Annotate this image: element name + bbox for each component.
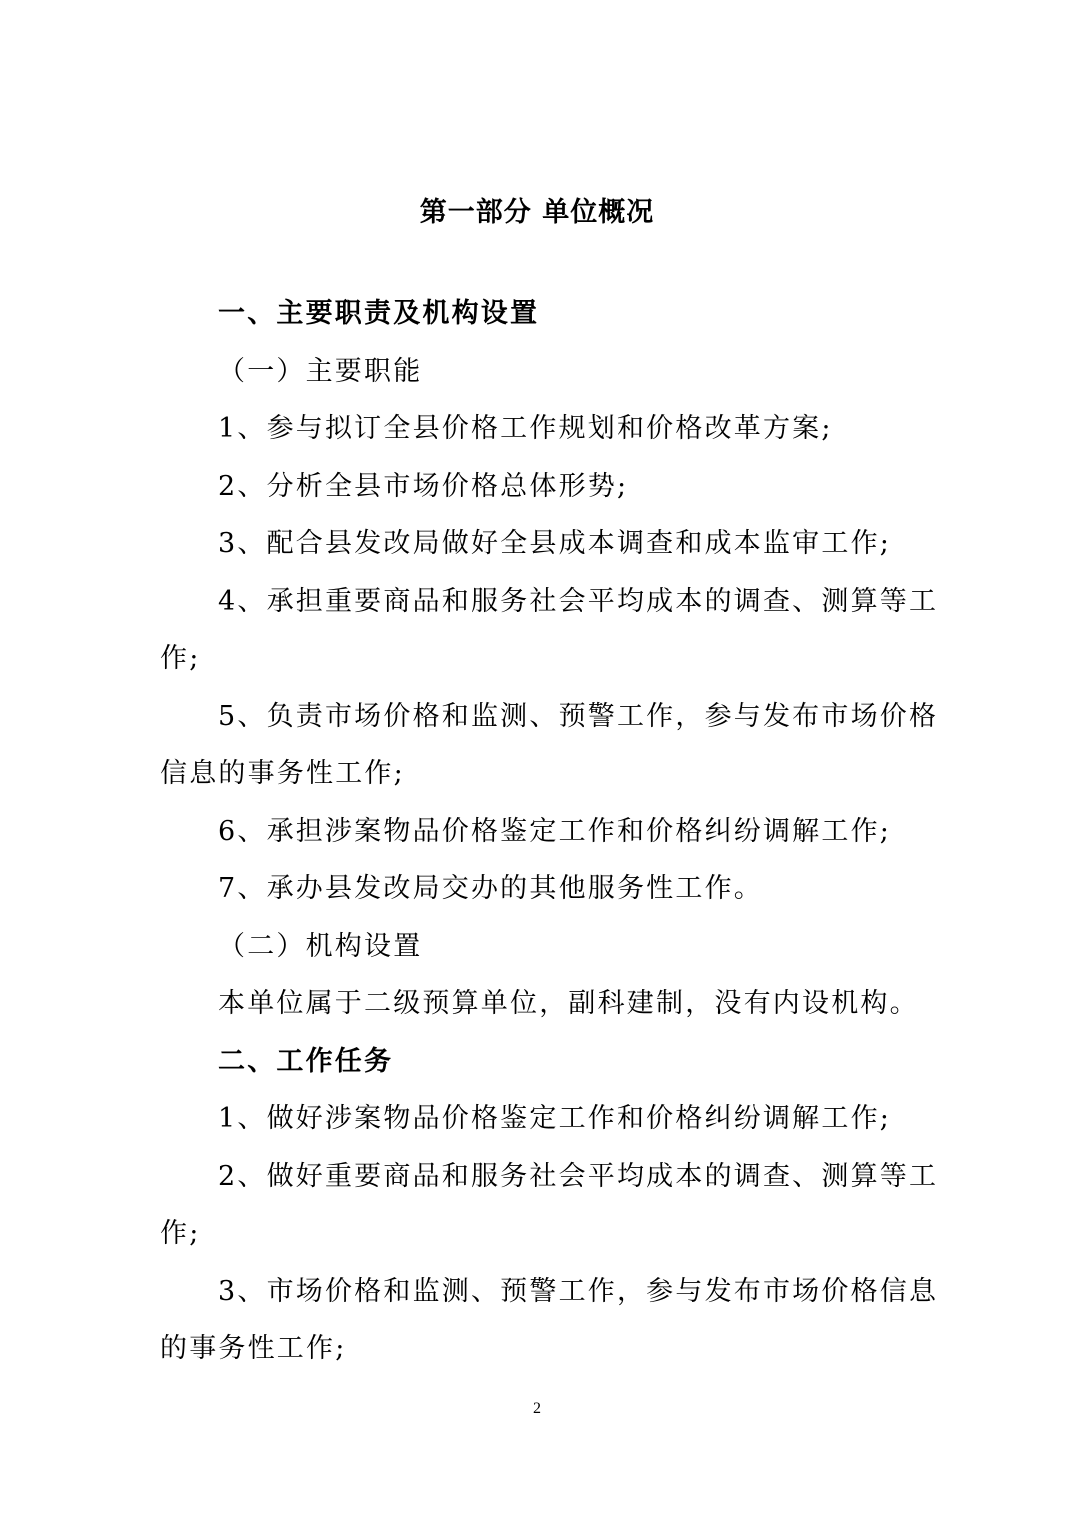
list-item: 7、承办县发改局交办的其他服务性工作。 [218, 873, 763, 904]
list-item: 3、配合县发改局做好全县成本调查和成本监审工作; [218, 528, 892, 559]
list-item: 1、参与拟订全县价格工作规划和价格改革方案; [218, 413, 833, 444]
list-item-continuation: 信息的事务性工作; [160, 758, 405, 789]
section-heading-duties: 一、主要职责及机构设置 [218, 298, 540, 329]
page-title: 第一部分 单位概况 [419, 197, 655, 228]
document-body [160, 285, 939, 1378]
list-item: 5、负责市场价格和监测、预警工作，参与发布市场价格 [218, 700, 939, 732]
list-item-continuation: 作; [160, 643, 201, 674]
list-item: 4、承担重要商品和服务社会平均成本的调查、测算等工 [218, 585, 939, 617]
subheading-functions: （一）主要职能 [218, 355, 423, 387]
list-item-continuation: 的事务性工作; [160, 1333, 347, 1364]
page-number: 2 [533, 1400, 541, 1417]
section-heading-tasks: 二、工作任务 [218, 1045, 394, 1077]
list-item: 6、承担涉案物品价格鉴定工作和价格纠纷调解工作; [218, 815, 892, 847]
list-item: 2、分析全县市场价格总体形势; [218, 470, 629, 502]
list-item: 3、市场价格和监测、预警工作，参与发布市场价格信息 [218, 1275, 939, 1307]
organization-text: 本单位属于二级预算单位，副科建制，没有内设机构。 [218, 988, 919, 1019]
subheading-organization: （二）机构设置 [218, 930, 423, 962]
list-item-continuation: 作; [160, 1218, 201, 1249]
list-item: 1、做好涉案物品价格鉴定工作和价格纠纷调解工作; [218, 1103, 892, 1134]
list-item: 2、做好重要商品和服务社会平均成本的调查、测算等工 [218, 1160, 939, 1192]
